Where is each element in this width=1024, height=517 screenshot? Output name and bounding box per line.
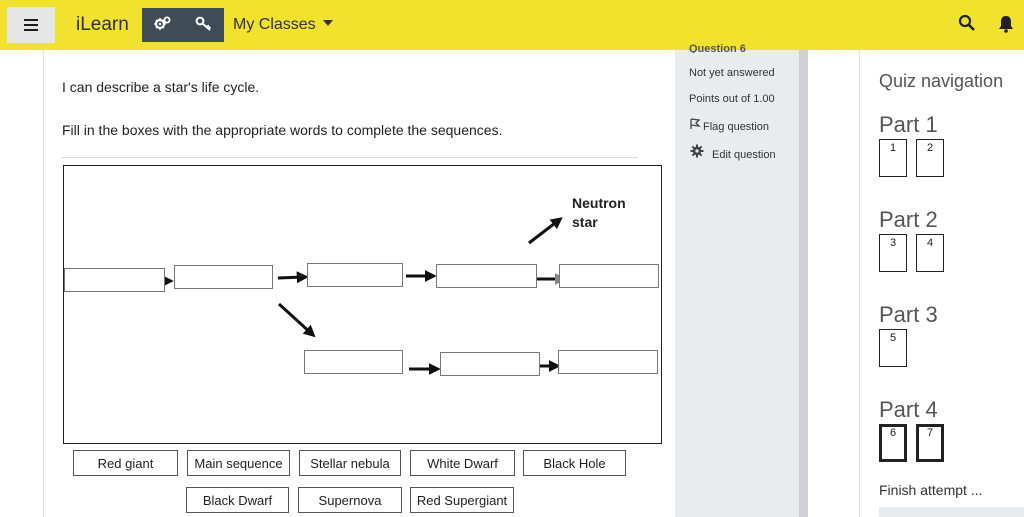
gears-icon[interactable]	[154, 15, 172, 35]
choice-chip[interactable]: Red Supergiant	[410, 487, 514, 513]
choice-chip[interactable]: Supernova	[298, 487, 402, 513]
arrow-down	[279, 304, 312, 334]
neutron-star-label: Neutron star	[572, 195, 626, 230]
quiz-nav-question-7[interactable]: 7	[916, 424, 944, 462]
part-3-title: Part 3	[879, 302, 938, 327]
toolbar-group	[142, 8, 224, 42]
finish-attempt-link[interactable]: Finish attempt ...	[879, 482, 983, 498]
right-panel-border	[859, 50, 860, 517]
flag-question-link[interactable]	[689, 118, 769, 133]
scrollbar-strip	[799, 50, 808, 517]
right-panel-footer	[879, 507, 1024, 517]
bell-icon[interactable]	[998, 15, 1014, 38]
question-objective: I can describe a star's life cycle.	[62, 79, 260, 95]
key-icon[interactable]	[195, 15, 213, 35]
question-instruction: Fill in the boxes with the appropriate words to complete the sequences.	[62, 122, 503, 138]
site-brand[interactable]: iLearn	[76, 14, 129, 35]
question-number: Question 6	[689, 43, 746, 53]
drop-zone-6[interactable]	[304, 350, 403, 374]
caret-down-icon	[323, 20, 333, 26]
search-icon[interactable]	[958, 14, 976, 37]
choice-chip[interactable]: Red giant	[73, 450, 178, 476]
choice-chip[interactable]: White Dwarf	[410, 450, 515, 476]
edit-question-label: Edit question	[712, 149, 776, 161]
part-2-title: Part 2	[879, 207, 938, 232]
drop-zone-3[interactable]	[307, 263, 403, 287]
drop-zone-4[interactable]	[436, 264, 537, 288]
quiz-nav-question-5[interactable]: 5	[879, 329, 907, 367]
hamburger-icon	[24, 19, 38, 31]
part-1-title: Part 1	[879, 112, 938, 137]
flag-question-label: Flag question	[703, 121, 770, 133]
choice-chip[interactable]: Stellar nebula	[299, 450, 401, 476]
quiz-nav-question-2[interactable]: 2	[916, 139, 944, 177]
edit-question-link[interactable]	[690, 144, 776, 161]
arrow-neutron	[529, 220, 559, 243]
star-lifecycle-diagram	[63, 165, 662, 444]
flag-icon	[689, 118, 703, 133]
arrow-2	[278, 277, 304, 278]
my-classes-label: My Classes	[233, 16, 316, 33]
choice-chip[interactable]: Black Hole	[523, 450, 626, 476]
hamburger-menu-button[interactable]	[7, 7, 55, 43]
part-4-title: Part 4	[879, 397, 938, 422]
content-left-border	[43, 50, 44, 517]
drop-zone-8[interactable]	[558, 350, 658, 374]
quiz-nav-question-1[interactable]: 1	[879, 139, 907, 177]
gear-icon	[690, 144, 712, 161]
choice-chip[interactable]: Black Dwarf	[186, 487, 289, 513]
drop-zone-7[interactable]	[440, 352, 540, 376]
quiz-navigation-title: Quiz navigation	[879, 71, 1004, 91]
top-navbar	[0, 0, 1024, 50]
drop-zone-2[interactable]	[174, 265, 273, 289]
quiz-nav-question-3[interactable]: 3	[879, 234, 907, 272]
question-info-panel	[675, 43, 799, 517]
question-points: Points out of 1.00	[689, 93, 775, 105]
drop-zone-5[interactable]	[559, 264, 659, 288]
drop-zone-1[interactable]	[64, 268, 165, 292]
quiz-nav-question-6[interactable]: 6	[879, 424, 907, 462]
my-classes-dropdown[interactable]	[233, 16, 333, 34]
question-status: Not yet answered	[689, 67, 775, 79]
choice-chip[interactable]: Main sequence	[187, 450, 290, 476]
quiz-nav-question-4[interactable]: 4	[916, 234, 944, 272]
divider	[62, 157, 638, 158]
